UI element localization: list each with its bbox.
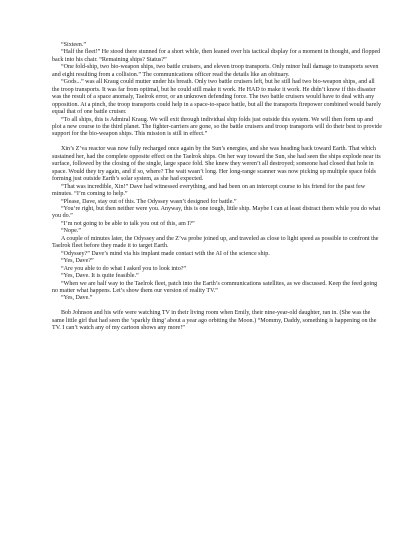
paragraph: “That was incredible, Xin!” Dave had witnessed everything, and had been on an intercept course to his friend for the past few minutes. “I’m coming to help.” [52, 183, 366, 198]
paragraph: “I’m not going to be able to talk you out of this, am I?” [61, 220, 195, 227]
paragraph: “Yes, Dave.” [61, 295, 93, 302]
paragraph: “Sixteen.” [61, 42, 87, 48]
paragraph: “When we are half way to the Taelrok fleet, patch into the Earth’s communications satellites, as we discussed. Keep the feed going no matter what happens. Let’s show them our version of reality TV.” [52, 280, 378, 294]
paragraph: Xin’s Z’va reactor was now fully recharged once again by the Sun’s energies, and she was heading back toward Earth. That which sustained her, had the complete opposite effect on the Taelrok ships. On her way toward the Sun, she had seen the ships explode near its surface, followed by the closing of the single, large space fold. She knew they weren’t all destroyed; someone had closed that hole in space. Would they try again, and if so, where? The wait wasn’t long. Her long-range scanner was now picking up multiple space folds forming just outside Earth’s solar system, as she had expected. [52, 146, 381, 183]
paragraph: “One fold-ship, two bio-weapon ships, two battle cruisers, and eleven troop transports. Only minor hull damage to transports seven and eight resulting from a collision.” The communications officer read the details like an obituary. [52, 64, 379, 78]
paragraph: “Gods...” was all Kraug could mutter under his breath. Only two battle cruisers left, but he still had two bio-weapon ships, and all the troop transports. It was far from optimal, but he could still make it work. He HAD to make it work. He didn’t know if this disaster was the result of a space anomaly, Taelrok error, or an unknown defending force. The two battle cruisers would have to deal with any opposition. At a pinch, the troop transports could help in a space-to-space battle, but all the transports firepower combined would barely equal that of one battle cruiser. [52, 79, 381, 116]
section-johnson-family [52, 310, 382, 332]
section-fleet-status [52, 42, 382, 139]
paragraph: Bob Johnson and his wife were watching TV in their living room when Emily, their nine-year-old daughter, ran in. (She was the same little girl that had seen the ‘sparkly thing’ about a year ago orbiting the Moon.) “Mommy, Daddy, something is happening on the TV. I can’t watch any of my cartoon shows any more!” [52, 310, 377, 332]
paragraph: “Nope.” [61, 228, 81, 235]
paragraph: A couple of minutes later, the Odyssey and the Z’va probe joined up, and traveled as close to light speed as possible to confront the Taelrok fleet before they made it to target Earth. [52, 235, 379, 250]
paragraph: “You’re right, but then neither were you. Anyway, this is one tough, little ship. Maybe I can at least distract them while you do what you do.” [52, 206, 381, 220]
section-xin-and-dave [52, 146, 382, 303]
paragraph: “Are you able to do what I asked you to look into?” [61, 265, 187, 272]
paragraph: “To all ships, this is Admiral Kraug. We will exit through individual ship folds just outside this system. We will then form up and plot a new course to the third planet. The fighter-carriers are gone, so the battle cruisers and troop transports will do their best to provide support for the bio-weapon ships. This mission is still in effect.” [52, 116, 382, 138]
paragraph: “Please, Dave, stay out of this. The Odyssey wasn’t designed for battle.” [61, 198, 237, 205]
paragraph: “Odyssey?” Dave’s mind via his implant made contact with the AI of the science ship. [61, 250, 270, 257]
paragraph: “Yes, Dave?” [61, 258, 94, 265]
paragraph: “Half the fleet!” He stood there stunned for a short while, then leaned over his tactical display for a moment in thought, and flopped back into his chair. “Remaining ships? Status?” [52, 49, 381, 63]
paragraph: “Yes, Dave. It is quite feasible.” [61, 273, 139, 280]
